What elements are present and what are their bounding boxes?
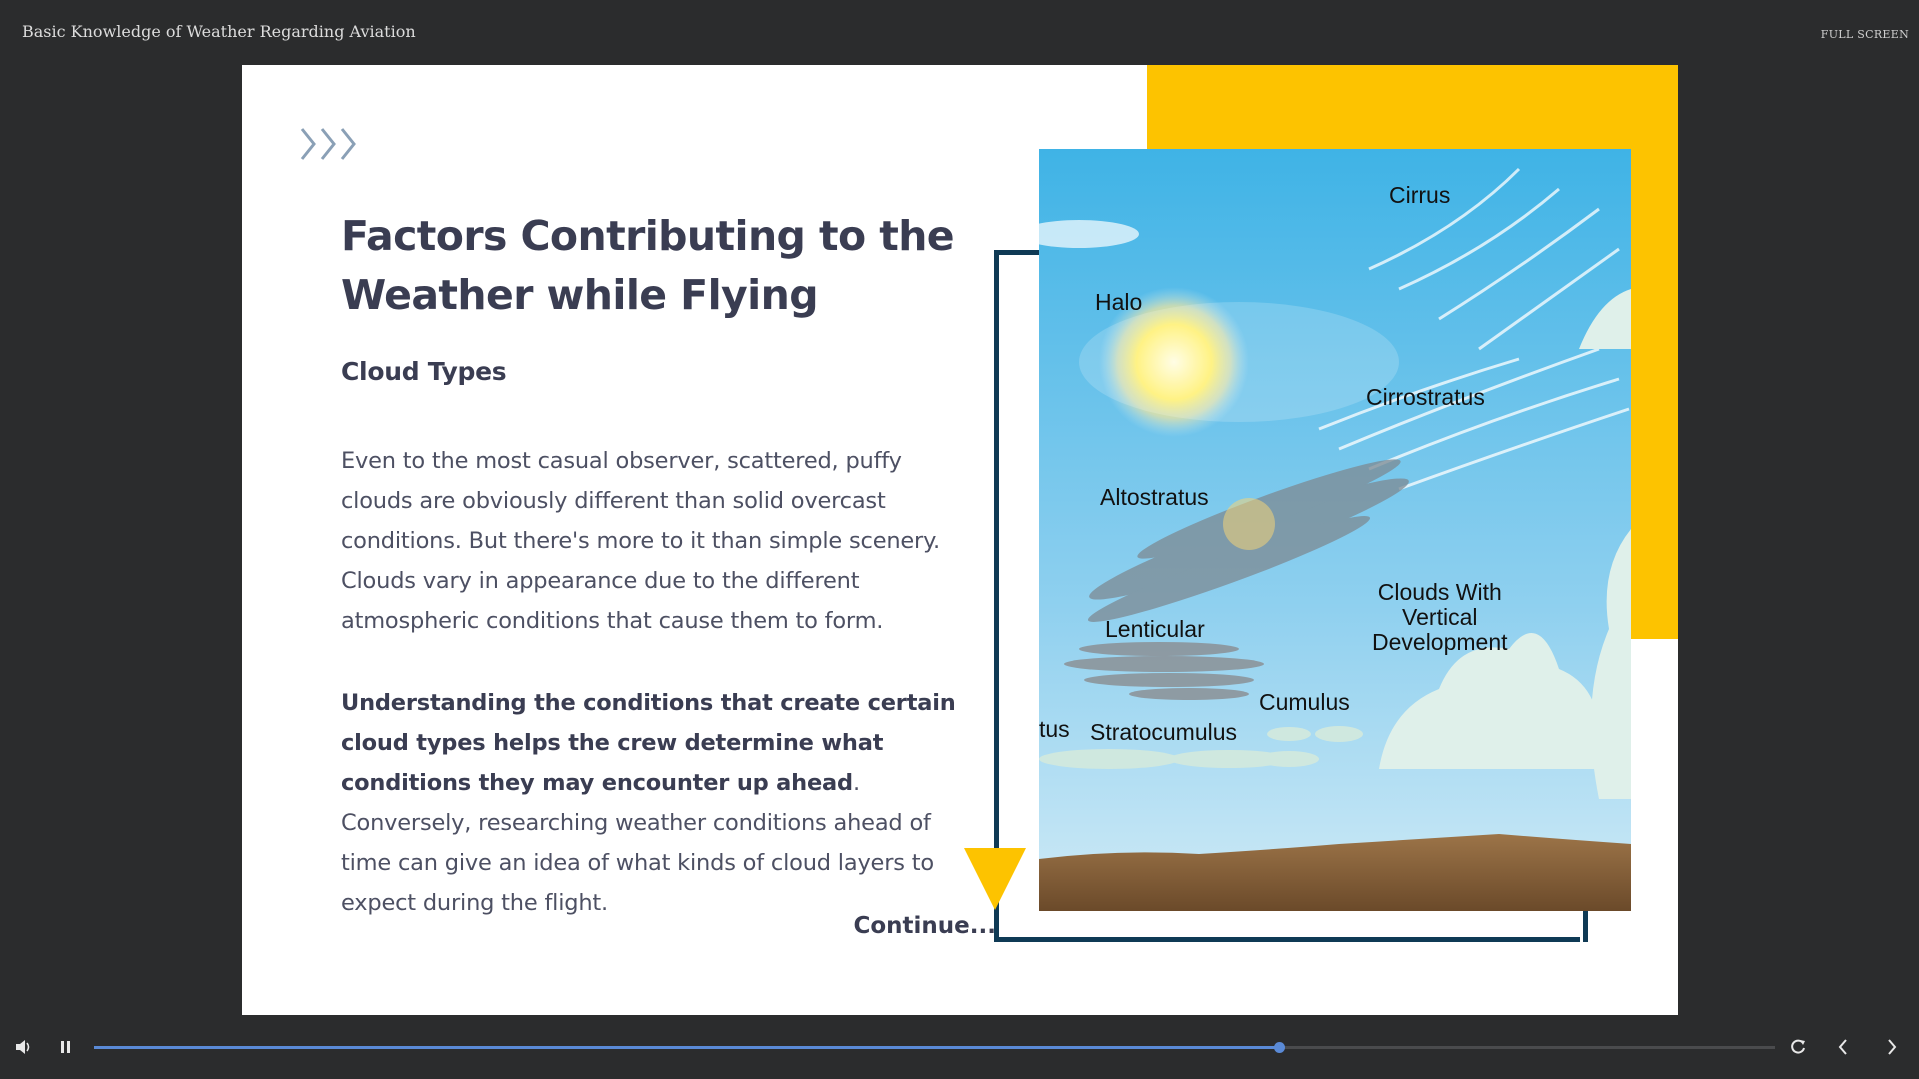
chevron-right-icon[interactable] bbox=[1886, 1038, 1898, 1056]
window-title: Basic Knowledge of Weather Regarding Aviation bbox=[22, 22, 416, 41]
section-subtitle: Cloud Types bbox=[341, 357, 507, 386]
label-lenticular: Lenticular bbox=[1105, 616, 1205, 642]
player-controls bbox=[0, 1029, 1919, 1079]
chevron-left-icon[interactable] bbox=[1837, 1038, 1849, 1056]
progress-bar[interactable] bbox=[94, 1046, 1775, 1049]
label-tus: tus bbox=[1039, 716, 1070, 742]
image-frame-right bbox=[1583, 910, 1588, 942]
progress-fill bbox=[94, 1046, 1279, 1049]
intro-paragraph: Even to the most casual observer, scattered, puffy clouds are obviously different than solid overcast conditions. But there's more to it than simple scenery. Clouds vary in appearance due to the different atmospheric conditions that cause them to form. bbox=[341, 448, 940, 634]
chevrons-right-icon bbox=[298, 125, 362, 165]
label-stratocumulus: Stratocumulus bbox=[1090, 719, 1238, 745]
triangle-accent bbox=[964, 848, 1026, 910]
label-cirrus: Cirrus bbox=[1389, 182, 1451, 208]
volume-icon[interactable] bbox=[14, 1039, 34, 1055]
label-clouds-vertical: Clouds With Vertical Development bbox=[1372, 579, 1508, 655]
continue-link[interactable]: Continue... bbox=[853, 913, 996, 939]
cloud-types-illustration bbox=[1039, 149, 1631, 911]
conditions-rest: . Conversely, researching weather conditions ahead of time can give an idea of what kinds of cloud layers to expect during the flight. bbox=[341, 770, 934, 916]
fullscreen-button[interactable]: FULL SCREEN bbox=[1820, 28, 1909, 41]
replay-icon[interactable] bbox=[1789, 1038, 1807, 1056]
label-cumulus: Cumulus bbox=[1259, 689, 1350, 715]
slide bbox=[242, 65, 1678, 1015]
slide-title: Factors Contributing to the Weather while Flying bbox=[341, 212, 954, 319]
pause-icon[interactable] bbox=[60, 1040, 72, 1054]
label-halo: Halo bbox=[1095, 289, 1143, 315]
conditions-emphasis: Understanding the conditions that create certain cloud types helps the crew determine what conditions they may encounter up ahead bbox=[341, 690, 956, 796]
label-altostratus: Altostratus bbox=[1100, 484, 1209, 510]
image-frame-top bbox=[994, 250, 1039, 255]
progress-knob[interactable] bbox=[1274, 1042, 1285, 1053]
conditions-paragraph bbox=[341, 683, 961, 923]
label-cirrostratus: Cirrostratus bbox=[1366, 384, 1485, 410]
